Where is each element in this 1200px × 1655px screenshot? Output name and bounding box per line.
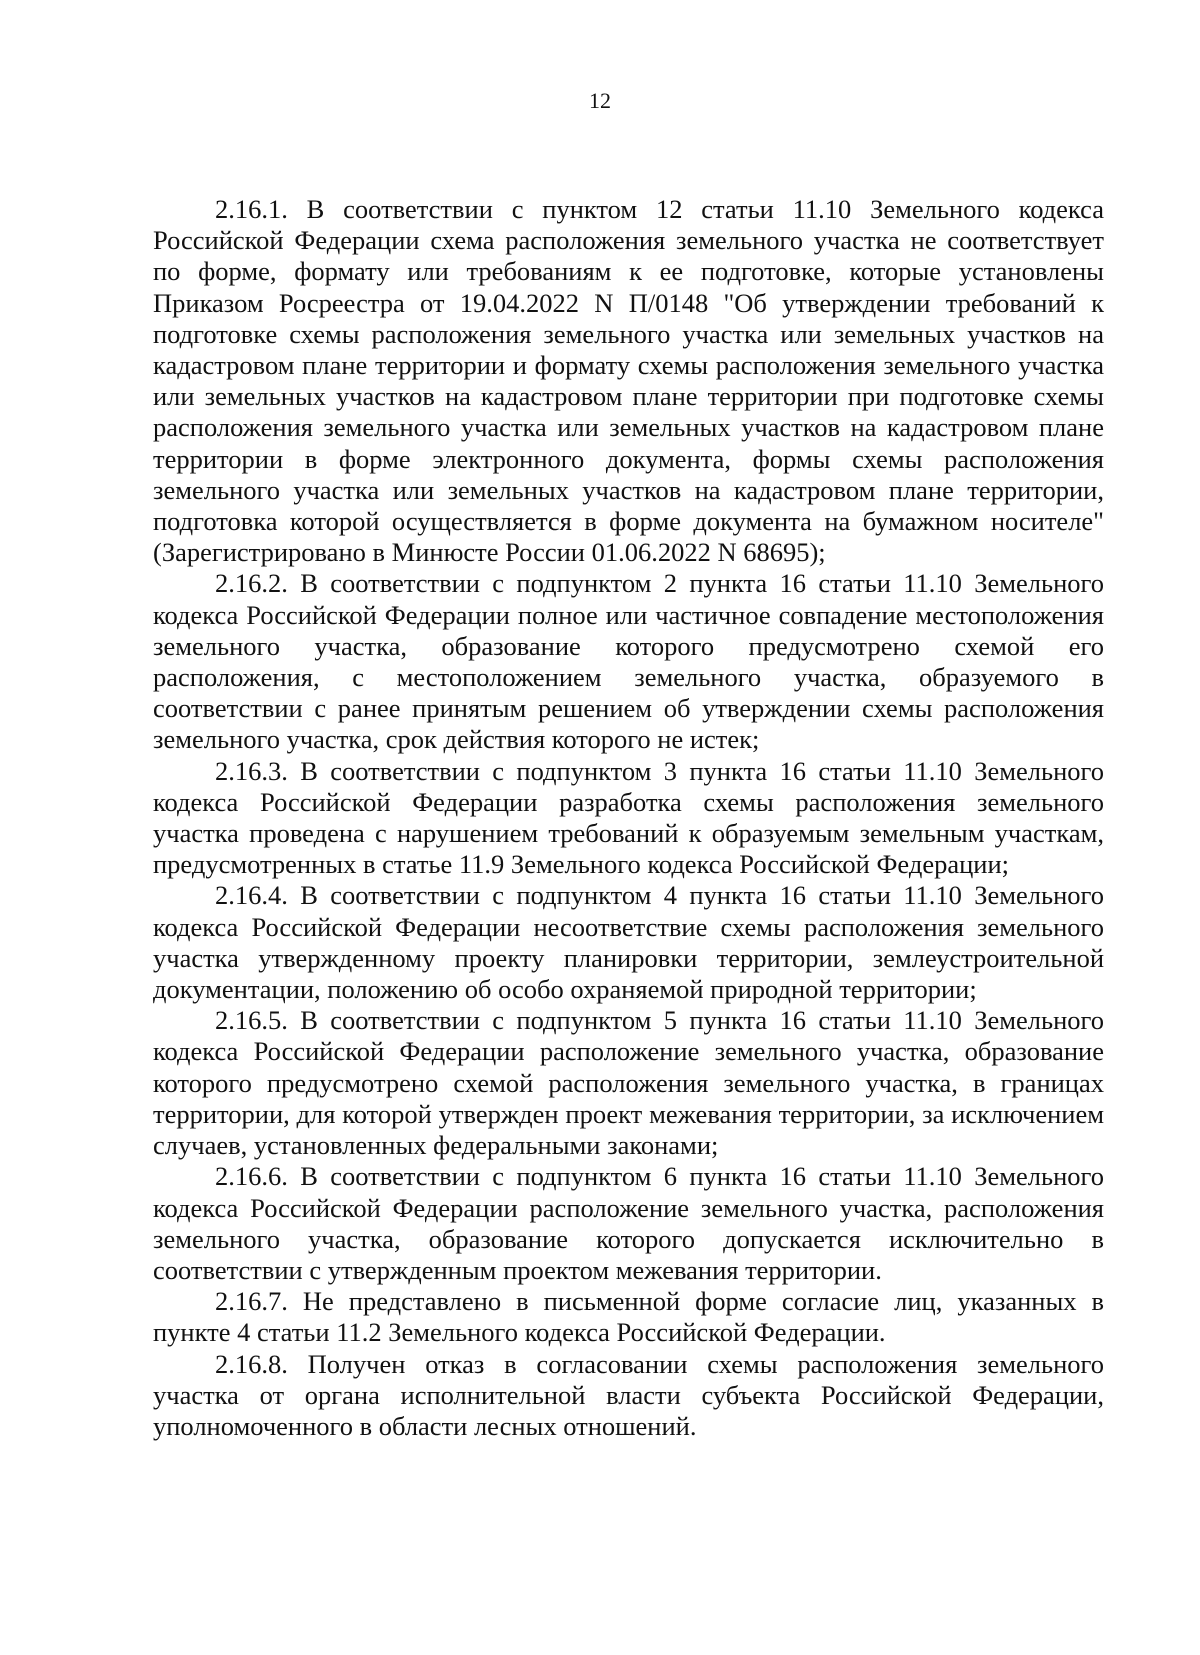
paragraph-2-16-3: 2.16.3. В соответствии с подпунктом 3 пункта 16 статьи 11.10 Земельного кодекса Российской Федерации разработка схемы расположения земельного участка проведена с нарушением требований к образуемым земельным участкам, предусмотренных в статье 11.9 Земельного кодекса Российской Федерации; — [153, 755, 1104, 880]
paragraph-2-16-6: 2.16.6. В соответствии с подпунктом 6 пункта 16 статьи 11.10 Земельного кодекса Российской Федерации расположение земельного участка, расположения земельного участка, образование которого допускается исключительно в соответствии с утвержденным проектом межевания территории. — [153, 1161, 1104, 1285]
paragraph-2-16-7: 2.16.7. Не представлено в письменной форме согласие лиц, указанных в пункте 4 статьи 11.2 Земельного кодекса Российской Федерации. — [153, 1286, 1104, 1348]
paragraph-2-16-1: 2.16.1. В соответствии с пунктом 12 статьи 11.10 Земельного кодекса Российской Федерации схема расположения земельного участка не соответствует по форме, формату или требованиям к ее подготовке, которые установлены Приказом Росреестра от 19.04.2022 N П/0148 "Об утверждении требований к подготовке схемы расположения земельного участка или земельных участков на кадастровом плане территории и формату схемы расположения земельного участка или земельных участков на кадастровом плане территории при подготовке схемы расположения земельного участка или земельных участков на кадастровом плане территории в форме электронного документа, формы схемы расположения земельного участка или земельных участков на кадастровом плане территории, подготовка которой осуществляется в форме документа на бумажном носителе" (Зарегистрировано в Минюсте России 01.06.2022 N 68695); — [153, 194, 1104, 568]
paragraph-2-16-8: 2.16.8. Получен отказ в согласовании схемы расположения земельного участка от органа исполнительной власти субъекта Российской Федерации, уполномоченного в области лесных отношений. — [153, 1348, 1104, 1441]
paragraph-2-16-2: 2.16.2. В соответствии с подпунктом 2 пункта 16 статьи 11.10 Земельного кодекса Российской Федерации полное или частичное совпадение местоположения земельного участка, образование которого предусмотрено схемой его расположения, с местоположением земельного участка, образуемого в соответствии с ранее принятым решением об утверждении схемы расположения земельного участка, срок действия которого не истек; — [153, 568, 1104, 755]
page-number: 12 — [589, 88, 611, 113]
paragraph-2-16-4: 2.16.4. В соответствии с подпунктом 4 пункта 16 статьи 11.10 Земельного кодекса Российской Федерации несоответствие схемы расположения земельного участка утвержденному проекту планировки территории, землеустроительной документации, положению об особо охраняемой природной территории; — [153, 880, 1104, 1005]
document-body — [153, 194, 1104, 1442]
paragraph-2-16-5: 2.16.5. В соответствии с подпунктом 5 пункта 16 статьи 11.10 Земельного кодекса Российской Федерации расположение земельного участка, образование которого предусмотрено схемой расположения земельного участка, в границах территории, для которой утвержден проект межевания территории, за исключением случаев, установленных федеральными законами; — [153, 1005, 1104, 1161]
